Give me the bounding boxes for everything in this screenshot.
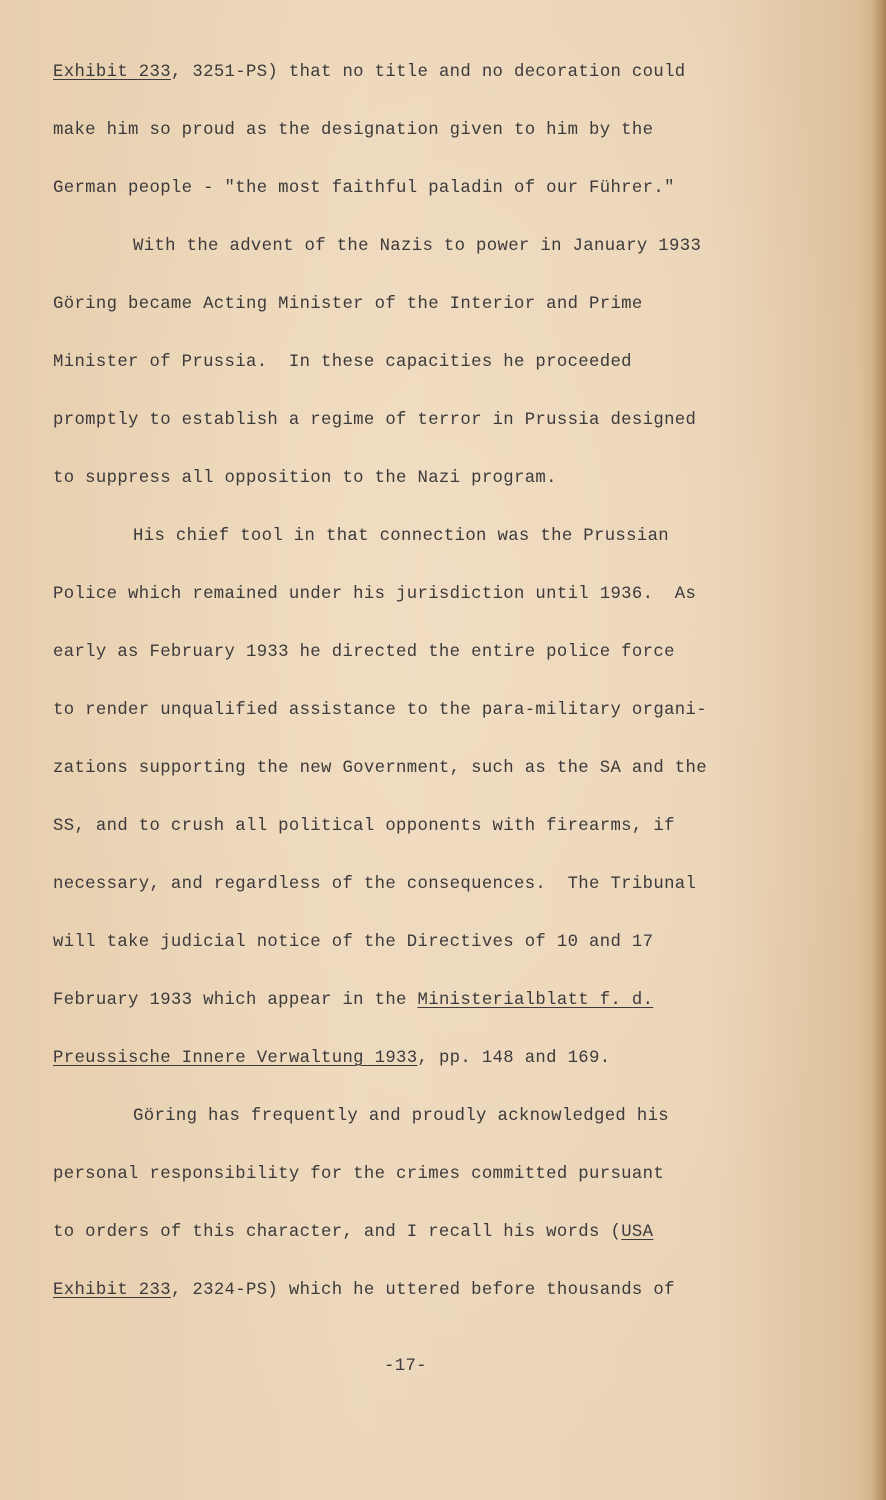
text-line: personal responsibility for the crimes committed pursuant	[53, 1165, 665, 1184]
exhibit-reference: Exhibit 233	[53, 1281, 171, 1300]
page-edge-shadow	[872, 0, 886, 1500]
text-line: necessary, and regardless of the consequences. The Tribunal	[53, 875, 697, 894]
text-line: SS, and to crush all political opponents with firearms, if	[53, 817, 675, 836]
text-line: zations supporting the new Government, such as the SA and the	[53, 759, 707, 778]
page-number: -17-	[384, 1357, 427, 1376]
text-line: will take judicial notice of the Directives of 10 and 17	[53, 933, 654, 952]
exhibit-reference: Exhibit 233	[53, 63, 171, 82]
paragraph-start-line: Göring has frequently and proudly acknowledged his	[133, 1107, 670, 1126]
text-line: early as February 1933 he directed the entire police force	[53, 643, 675, 662]
text-line: to orders of this character, and I recall his words (USA	[53, 1223, 654, 1242]
text-line: Preussische Innere Verwaltung 1933, pp. 148 and 169.	[53, 1049, 611, 1068]
publication-title: Ministerialblatt f. d.	[417, 991, 654, 1010]
publication-title: Preussische Innere Verwaltung 1933	[53, 1049, 418, 1068]
text-line: February 1933 which appear in the Ministerialblatt f. d.	[53, 991, 654, 1010]
paragraph-start-line: With the advent of the Nazis to power in January 1933	[133, 237, 702, 256]
text-line: Exhibit 233, 2324-PS) which he uttered before thousands of	[53, 1281, 675, 1300]
text-line: make him so proud as the designation given to him by the	[53, 121, 654, 140]
exhibit-reference: USA	[621, 1223, 654, 1242]
text-line: German people - "the most faithful paladin of our Führer."	[53, 179, 675, 198]
text-line: to suppress all opposition to the Nazi program.	[53, 469, 557, 488]
text-line: to render unqualified assistance to the para-military organi-	[53, 701, 707, 720]
text-line: promptly to establish a regime of terror in Prussia designed	[53, 411, 697, 430]
text-line: Minister of Prussia. In these capacities he proceeded	[53, 353, 632, 372]
text-line: Göring became Acting Minister of the Interior and Prime	[53, 295, 643, 314]
paragraph-start-line: His chief tool in that connection was the Prussian	[133, 527, 670, 546]
text-line: Police which remained under his jurisdiction until 1936. As	[53, 585, 697, 604]
text-line: Exhibit 233, 3251-PS) that no title and no decoration could	[53, 63, 686, 82]
